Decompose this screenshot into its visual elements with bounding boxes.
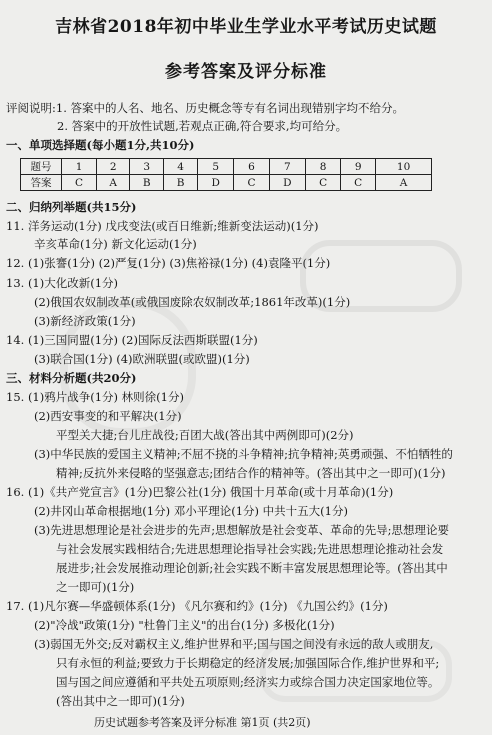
table-cell: 10 (376, 159, 432, 175)
table-cell: 9 (341, 159, 376, 175)
section-3-heading: 三、材料分析题(共20分) (6, 371, 137, 385)
table-cell: C (234, 175, 269, 191)
table-cell: C (341, 175, 376, 191)
answer-table (20, 158, 432, 191)
table-cell: B (164, 175, 198, 191)
page-subtitle: 参考答案及评分标准 (165, 62, 327, 82)
table-cell: B (130, 175, 164, 191)
page-footer: 历史试题参考答案及评分标准 第1页 (共2页) (94, 716, 311, 729)
answer-14-line-2: (3)联合国(1分) (4)欧洲联盟(或欧盟)(1分) (34, 352, 250, 366)
answer-12: 12. (1)张謇(1分) (2)严复(1分) (3)焦裕禄(1分) (4)袁隆平(1分) (6, 256, 331, 270)
table-cell: 6 (234, 159, 269, 175)
table-cell: 7 (269, 159, 306, 175)
answer-13-line-2: (2)俄国农奴制改革(或俄国废除农奴制改革;1861年改革)(1分) (34, 295, 351, 309)
answer-15-line-3: 平型关大捷;台儿庄战役;百团大战(答出其中两例即可)(2分) (56, 428, 354, 442)
answer-15-line-5: 精神;反抗外来侵略的坚强意志;团结合作的精神等。(答出其中之一即可)(1分) (56, 466, 446, 480)
answer-17-line-1: 17. (1)凡尔赛—华盛顿体系(1分) 《凡尔赛和约》(1分) 《九国公约》(1分) (6, 599, 388, 613)
table-cell: A (97, 175, 130, 191)
table-cell: A (376, 175, 432, 191)
answer-16-line-1: 16. (1)《共产党宣言》(1分)巴黎公社(1分) 俄国十月革命(或十月革命)(1分) (6, 485, 394, 499)
answer-17-line-4: 只有永恒的利益;要致力于长期稳定的经济发展;加强国际合作,维护世界和平; (56, 656, 440, 670)
page-title: 吉林省2018年初中毕业生学业水平考试历史试题 (55, 17, 437, 37)
answer-13-line-3: (3)新经济政策(1分) (34, 314, 136, 328)
answer-16-line-4: 与社会发展实践相结合;先进思想理论指导社会实践;先进思想理论推动社会发 (56, 542, 444, 556)
row-label-number: 题号 (21, 159, 62, 175)
answer-15-line-4: (3)中华民族的爱国主义精神;不屈不挠的斗争精神;抗争精神;英勇顽强、不怕牺牲的 (34, 447, 453, 461)
answer-17-line-6: (答出其中之一即可)(1分) (56, 694, 185, 708)
table-row-numbers (21, 159, 432, 175)
note-2: 2. 答案中的开放性试题,若观点正确,符合要求,均可给分。 (57, 119, 348, 133)
answer-17-line-2: (2)"冷战"政策(1分) "杜鲁门主义"的出台(1分) 多极化(1分) (34, 618, 335, 632)
table-cell: 8 (306, 159, 341, 175)
table-cell: 1 (62, 159, 97, 175)
answer-15-line-1: 15. (1)鸦片战争(1分) 林则徐(1分) (6, 390, 184, 404)
table-cell: C (62, 175, 97, 191)
table-cell: D (197, 175, 234, 191)
note-1: 评阅说明:1. 答案中的人名、地名、历史概念等专有名词出现错别字均不给分。 (6, 101, 404, 115)
section-2-heading: 二、归纳列举题(共15分) (6, 200, 137, 214)
answer-11-line-2: 辛亥革命(1分) 新文化运动(1分) (34, 237, 197, 251)
table-cell: D (269, 175, 306, 191)
table-cell: C (306, 175, 341, 191)
answer-14-line-1: 14. (1)三国同盟(1分) (2)国际反法西斯联盟(1分) (6, 333, 258, 347)
answer-17-line-3: (3)弱国无外交;反对霸权主义,维护世界和平;国与国之间没有永远的敌人或朋友, (34, 637, 434, 651)
table-cell: 2 (97, 159, 130, 175)
answer-16-line-5: 展进步;社会发展推动理论创新;社会实践不断丰富发展思想理论等。(答出其中 (56, 561, 448, 575)
table-cell: 4 (164, 159, 198, 175)
answer-16-line-2: (2)井冈山革命根据地(1分) 邓小平理论(1分) 中共十五大(1分) (34, 504, 348, 518)
answer-15-line-2: (2)西安事变的和平解决(1分) (34, 409, 182, 423)
answer-13-line-1: 13. (1)大化改新(1分) (6, 276, 119, 290)
table-cell: 3 (130, 159, 164, 175)
answer-16-line-6: 之一即可)(1分) (56, 580, 135, 594)
table-cell: 5 (197, 159, 234, 175)
answer-16-line-3: (3)先进思想理论是社会进步的先声;思想解放是社会变革、革命的先导;思想理论要 (34, 523, 450, 537)
table-row-answers (21, 175, 432, 191)
answer-17-line-5: 国与国之间应遵循和平共处五项原则;经济实力或综合国力决定国家地位等。 (56, 675, 440, 689)
answer-11-line-1: 11. 洋务运动(1分) 戊戌变法(或百日维新;维新变法运动)(1分) (6, 219, 319, 233)
row-label-answer: 答案 (21, 175, 62, 191)
section-1-heading: 一、单项选择题(每小题1分,共10分) (6, 138, 195, 152)
